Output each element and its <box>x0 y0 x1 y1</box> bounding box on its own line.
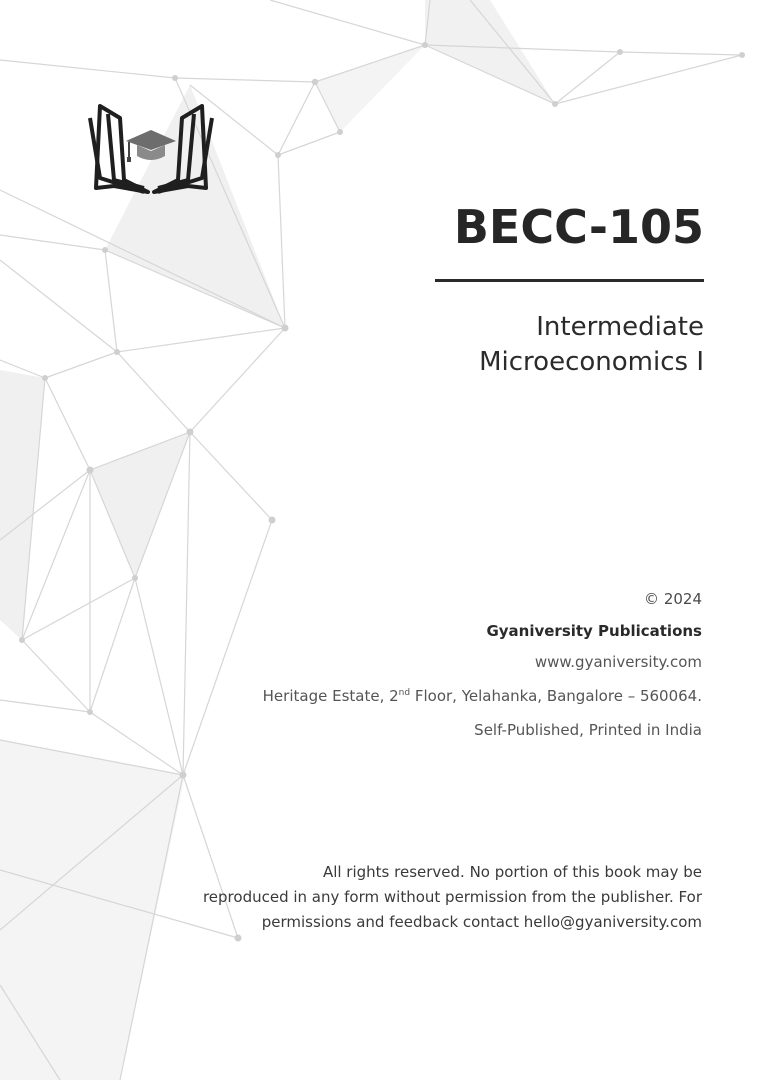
rights-line-1: All rights reserved. No portion of this book may be <box>322 863 702 881</box>
publisher-name: Gyaniversity Publications <box>486 622 702 640</box>
course-code: BECC-105 <box>453 200 704 254</box>
title-line-1: Intermediate <box>536 312 704 342</box>
address-suffix: Floor, Yelahanka, Bangalore – 560064. <box>410 687 702 705</box>
publisher-address <box>263 687 702 711</box>
publisher-website: www.gyaniversity.com <box>534 653 702 671</box>
address-prefix: Heritage Estate, 2 <box>262 687 399 705</box>
address-ordinal: nd <box>398 688 411 698</box>
printing-info: Self-Published, Printed in India <box>474 721 702 739</box>
book-title <box>479 310 704 380</box>
rights-line-3: permissions and feedback contact hello@gyaniversity.com <box>261 913 702 931</box>
title-divider <box>435 279 704 282</box>
publication-info <box>263 590 702 745</box>
rights-line-2: reproduced in any form without permission from the publisher. For <box>202 888 702 906</box>
rights-notice <box>203 860 702 935</box>
open-book-graduation-cap-logo <box>86 98 216 198</box>
title-line-2: Microeconomics I <box>479 347 704 377</box>
copyright: © 2024 <box>644 590 702 608</box>
